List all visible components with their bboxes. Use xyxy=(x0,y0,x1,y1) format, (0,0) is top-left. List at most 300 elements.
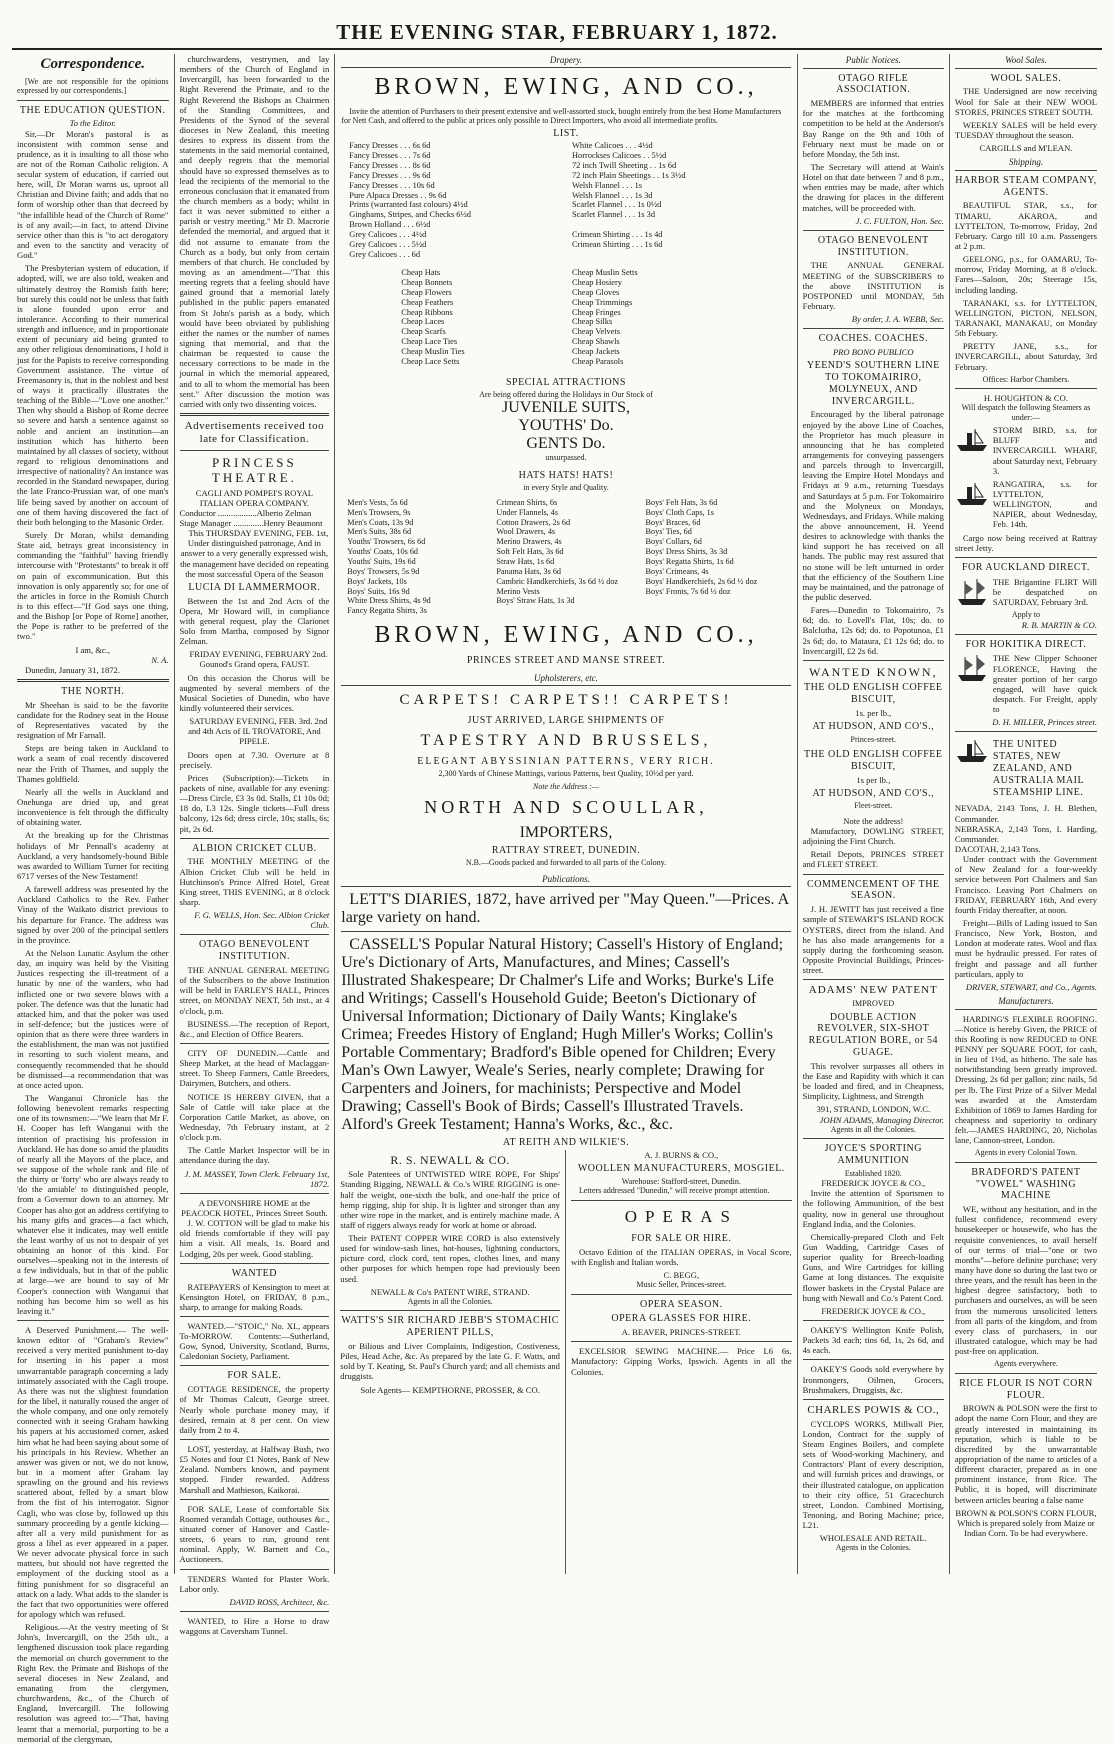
hats-heading: HATS HATS! HATS! xyxy=(518,469,614,481)
ad-signature: BROWN & POLSON'S CORN FLOUR, Which is prepared solely from Maize or Indian Corn. To be had everywhere. xyxy=(955,1507,1097,1539)
notice-paragraph: Fares—Dunedin to Tokomairiro, 7s 6d; do. to Lovell's Flat, 10s; do. to Balclutha, 12s 6d; do. to Popotunoa, £1 2s 6d; do. to Mataura, £1 12s 6d; do. to Invercargill, £2 2s 6d. xyxy=(802,605,944,656)
notice-paragraph: Retail Depots, PRINCES STREET and FLEET STREET. xyxy=(802,849,944,870)
carpets-heading: CARPETS! CARPETS!! CARPETS! xyxy=(399,692,733,709)
cheap-list-item: Cheap Hosiery xyxy=(571,277,622,287)
price-list-item: Fancy Dresses . . . 6s 6d xyxy=(349,141,431,150)
disclaimer: [We are not responsible for the opinions expressed by our correspondents.] xyxy=(17,76,169,96)
juvenile: JUVENILE SUITS, xyxy=(501,398,630,416)
price-list-item: Grey Calicoes . . . 4½d xyxy=(349,230,427,240)
ad-signature: J. M. MASSEY, Town Clerk. February 1st, 1872. xyxy=(184,1168,330,1189)
divider xyxy=(803,1320,944,1321)
ad-title-watts: WATTS'S SIR RICHARD JEBB'S STOMACHIC APERIENT PILLS, xyxy=(341,1315,559,1339)
ad-agents: Agents in all the Colonies. xyxy=(407,1296,493,1306)
ad-title-wool: WOOL SALES. xyxy=(990,72,1062,84)
article-title-north: THE NORTH. xyxy=(61,685,125,697)
notice-agents: Agents in all the Colonies. xyxy=(830,1124,916,1134)
divider xyxy=(340,1310,560,1311)
price-list-item: Welsh Flannel . . . 1s xyxy=(571,180,643,190)
price-list-item: Welsh Flannel . . . 1s 3d xyxy=(571,190,653,200)
divider xyxy=(180,1043,330,1044)
ad-paragraph: RANGATIRA, s.s. for LYTTELTON, WELLINGTON, and NAPIER, about Wednesday, Feb. 14th. xyxy=(992,478,1097,530)
clothing-list-item: Crimean Shirts, 6s xyxy=(496,497,558,507)
divider xyxy=(180,1611,330,1612)
ad-begg-sub: Music Seller, Princes-street. xyxy=(636,1280,727,1290)
price-list-item: Crimean Shirting . . . 1s 6d xyxy=(571,240,663,250)
clothing-list-item: Boys' Felt Hats, 3s 6d xyxy=(645,497,718,507)
cheap-list-item: Cheap Velvets xyxy=(571,327,620,337)
special-sub: Are being offered during the Holidays in Our Stock of xyxy=(479,389,653,399)
notice-title-yeend: YEEND'S SOUTHERN LINE TO TOKOMAIRIRO, MOLYNEUX, AND INVERCARGILL. xyxy=(806,360,940,407)
ad-paragraph: This THURSDAY EVENING, FEB. 1st, Under distinguished patronage, And in answer to a very generally expressed wish, the management have decided on repeating the most successful Opera of the Season xyxy=(180,528,329,579)
divider xyxy=(180,934,330,935)
notice-improved: IMPROVED xyxy=(852,999,895,1009)
price-list-item: Fancy Dresses . . . 10s 6d xyxy=(349,180,435,190)
cheap-list-item: Cheap Laces xyxy=(401,317,445,327)
divider xyxy=(803,230,944,231)
price-list-item: Scarlet Flannel . . . 1s 0½d xyxy=(571,200,662,210)
letter-to: To the Editor. xyxy=(69,118,116,129)
ad-line: NEVADA, 2143 Tons, J. H. Blethen, Commander. xyxy=(954,803,1097,824)
clothing-list-item: Boys' Braces, 6d xyxy=(645,517,701,527)
clothing-list-item: Boys' Cloth Caps, 1s xyxy=(645,507,714,517)
publications-cassell: CASSELL'S Popular Natural History; Cassell's History of England; Ure's Dictionary of Arts, Manufactures, and Mines; Cassell's Illustrated Shakespeare; Dr Chalmer's Life and Works; Burke's Life and Writings; Cassell's Household Guide; Beeton's Dictionary of Universal Information; Dictionary of Daily Wants; Kinglake's Crimea; Freedes History of England; Hugh Miller's Works; Collin's Portable Commentary; Bradford's Bible opened for Children; Every Man's Own Lawyer, Weale's Series, nearly complete; Drawing for Carpenters and Joiners, for machinists; Perspective and Model Drawing; Cassell's Book of Birds; Cassell's Illustrated Travels. Alford's Greek Testament; Hanna's Works, &c., &c. xyxy=(341,936,784,1134)
notice-revolver: DOUBLE ACTION REVOLVER, SIX-SHOT REGULATION BORE, or 54 GUAGE. xyxy=(808,1011,938,1058)
carpets-mattings: 2,300 Yards of Chinese Mattings, various Patterns, best Quality, 10½d per yard. xyxy=(438,769,694,779)
section-header-shipping: Shipping. xyxy=(955,156,1097,171)
ad-sub-burns: WOOLLEN MANUFACTURERS, MOSGIEL. xyxy=(577,1163,785,1175)
steamship-icon xyxy=(955,736,989,764)
ad-beaver: A. BEAVER, PRINCES-STREET. xyxy=(621,1327,741,1338)
ad-line: Stage Manager ..............Henry Beaumont xyxy=(179,517,323,528)
divider xyxy=(803,1399,944,1400)
ad-paragraph: Prices (Subscription):—Tickets in packets of nine, available for any evening:—Dress Circle, £3 3s 0d. Stalls, £1 10s 0d; 18 do, L3 12s. Single tickets—Full dress balcony, 12s 6d; dress circle, 10s; stalls, 6s; pit, 2s 6d. xyxy=(179,772,330,834)
section-header-upholsterers: Upholsterers, etc. xyxy=(341,672,790,686)
ad-title-obi: OTAGO BENEVOLENT INSTITUTION. xyxy=(199,939,310,963)
clothing-list-c xyxy=(646,498,785,616)
ad-paragraph: NOTICE IS HEREBY GIVEN, that a Sale of Cattle will take place at the Corporation Cattle Market, as above, on Wednesday, 7th February instant, at 2 o'clock p.m. xyxy=(179,1091,330,1143)
cheap-list-item: Cheap Scarfs xyxy=(401,327,446,337)
clothing-list-a xyxy=(347,498,486,616)
notice-title-obi: OTAGO BENEVOLENT INSTITUTION. xyxy=(817,234,929,258)
letter-paragraph: Sir,—Dr Moran's pastoral is as inconsistent with common sense and prudence, as it is insulting to all those who are not of the Roman Catholic religion. A secular system of education, if carried out here, will, Dr Moran warns us, uproot all Christian and Divine faith; and adds that no form of worship other than that decreed by "the infallible head of the Church of Rome" is of any avail;—in fact, to attend Divine service other than this is "to act derogatory and even to the sanctity and veracity of God." xyxy=(17,128,169,261)
notice-paragraph: The Secretary will attend at Wain's Hotel on that date between 7 and 8 p.m., when entries may be made, after which the drawing for places in the different matches, will be proceeded with. xyxy=(802,162,944,213)
ad-paragraph: HARDING'S FLEXIBLE ROOFING. —Notice is hereby Given, the PRICE of this Roofing is now REDUCED to ONE PENNY per SQUARE FOOT, for cash, in lieu of 1½d, as hitherto. The sale has notwithstanding been greatly improved. Dressing, 2s 6d per gallon; zinc nails, 5d per lb. The First Prize of a Silver Medal was awarded at the Amsterdam Exhibition of 1869 to James Harding for cheapness and superiority to ordinary felt.—JAMES HARDING, 20, Nicholas lane, Cannon-street, London. xyxy=(954,1013,1097,1146)
ad-warehouse: Warehouse: Stafford-street, Dunedin. xyxy=(621,1177,741,1186)
clothing-list-item: Youths' Trowsers, 6s 6d xyxy=(347,537,426,547)
clothing-list-item: Boys' Ties, 6d xyxy=(645,527,692,537)
ad-strand: NEWALL & Co's PATENT WIRE, STRAND. xyxy=(370,1286,530,1297)
article-paragraph: A farewell address was presented by the Auckland Catholics to the Rev. Father Vinay of the Waikato district previous to his departure for France. The address was signed by over 200 of the principal settlers in the province. xyxy=(17,884,169,945)
ad-paragraph: Between the 1st and 2nd Acts of the Opera, Mr Howard will, in compliance with general request, play the Clarionet Solo from Martha, composed by Signor Zelman. xyxy=(179,595,330,647)
notice-paragraph: THE ANNUAL GENERAL MEETING of the SUBSCRIBERS to the above INSTITUTION is POSTPONED until MONDAY, 5th February. xyxy=(802,260,944,312)
notice-hudson: AT HUDSON, AND CO'S., xyxy=(812,720,935,732)
drapery-section xyxy=(335,54,796,1150)
ad-signature: D. H. MILLER, Princes street. xyxy=(992,717,1097,728)
ad-paragraph: TENDERS Wanted for Plaster Work. Labor only. xyxy=(179,1573,330,1594)
ad-paragraph: Their PATENT COPPER WIRE CORD is also extensively used for window-sash lines, hot-houses, lightning conductors, picture cord, clock cord, tent ropes, clothes lines, and many other purposes for which hempen rope had previously been used. xyxy=(340,1233,560,1284)
clothing-list-item: Boys' Fronts, 7s 6d ½ doz xyxy=(645,586,731,596)
gents: GENTS Do. xyxy=(526,434,606,452)
ad-signature: F. G. WELLS, Hon. Sec. Albion Cricket Club. xyxy=(194,910,330,931)
divider xyxy=(17,679,169,682)
ad-paragraph: Doors open at 7.30. Overture at 8 precisely. xyxy=(179,749,330,770)
section-header-public-notices: Public Notices. xyxy=(803,54,944,69)
ad-title-burns: A. J. BURNS & CO., xyxy=(644,1150,719,1161)
divider xyxy=(955,634,1097,635)
ad-title-auckland: FOR AUCKLAND DIRECT. xyxy=(962,561,1090,573)
steamship-icon xyxy=(955,425,989,453)
section-header-wool-sales: Wool Sales. xyxy=(955,54,1097,69)
article-paragraph: A Deserved Punishment.— The well-known editor of "Graham's Review" received a very merited punishment to-day for inserting in his paper a most unwarrantable paragraph concerning a lady intimately associated with the Cagli troupe. As there was not the slightest foundation for the libel, it naturally roused the anger of the whole company, and one only remotely connected with it seeing Graham hawking his papers at his accustomed corner, asked him what he had been saying about some of his principals in his Review. Whether an answer was given or not, we do not know, but in a moment after Graham lay sprawling on the ground and his reviews scattered about, felled by a smart blow from the fist of his interrogator. Signor Cagli, who was close by, followed up this summary proceeding by a gentle kicking—after all a very mild punishment for as gross a libel as ever appeared in a paper. We never advocate physical force in such matters, but should not have regretted the employment of the ducking stool as a fitting punishment for so disgraceful an attack on a lady. What adds to the slander is the fact that two opportunities were offered for apology which was refused. xyxy=(17,1325,169,1619)
ad-title-devonshire: A DEVONSHIRE HOME at the PEACOCK HOTEL, Princes Street South. xyxy=(181,1197,328,1218)
notice-paragraph: Chemically-prepared Cloth and Felt Gun Wadding, Cartridge Cases of superior quality for Breech-loading Guns, and Wire Cartridges for killing Game at long distances. The exquisite flower baskets in the Crystal Palace are hung with Newall and Co.'s Patent Cord. xyxy=(802,1231,944,1303)
price-list-item: Prints (warranted fast colours) 4½d xyxy=(349,200,468,210)
price-list-item: Grey Calicoes . . . 6d xyxy=(349,249,421,259)
section-header-manufacturers: Manufacturers. xyxy=(955,995,1097,1010)
price-list-item: Pure Alpaca Dresses . . 9s 6d xyxy=(349,190,447,200)
carpets-tapestry: TAPESTRY AND BRUSSELS, xyxy=(420,732,712,750)
ad-paragraph: THE Brigantine FLIRT Will be despatched on SATURDAY, February 3rd. xyxy=(992,576,1097,607)
notice-paragraph: CYCLOPS WORKS, Millwall Pier, London, Contract for the supply of Steam Engines Boilers, and complete sets of Wood-working Machinery, and Contractors' Plant of every description, and will furnish prices and drawings, or their illustrated catalogue, on application to their city office, 51 Gracechurch street, London. Combined Mortising, Tenoning, and Boring Machine; price, L21. xyxy=(802,1418,944,1531)
ad-title-for-sale: FOR SALE. xyxy=(227,1370,282,1382)
ad-glasses: OPERA GLASSES FOR HIRE. xyxy=(611,1313,752,1325)
divider xyxy=(17,1320,169,1321)
ad-title-princess-theatre: PRINCESS THEATRE. xyxy=(211,454,297,486)
clothing-list-item: Cotton Drawers, 2s 6d xyxy=(496,517,571,527)
divider xyxy=(180,1316,330,1317)
notice-biscuit: THE OLD ENGLISH COFFEE BISCUIT, xyxy=(804,748,943,772)
clothing-list-item: Cambric Handkerchiefs, 3s 6d ½ doz xyxy=(496,576,619,586)
price-list-item: Fancy Dresses . . . 8s 6d xyxy=(349,160,431,170)
clothing-list-item: Boys' Collars, 6d xyxy=(645,537,702,547)
divider xyxy=(180,1499,330,1500)
notice-signature: JOHN ADAMS, Managing Director. xyxy=(819,1114,944,1125)
notice-paragraph: MEMBERS are informed that entries for the matches at the forthcoming competition to be held at the Anderson's Bay Range on the 9th and 10th of February next must be made on or before Monday, the 5th inst. xyxy=(802,98,944,159)
ad-letters: Letters addressed "Dunedin," will receive prompt attention. xyxy=(578,1186,770,1196)
price-list-left xyxy=(349,141,560,260)
ad-paragraph: Octavo Edition of the ITALIAN OPERAS, in Vocal Score, with English and Italian words. xyxy=(570,1246,792,1267)
cheap-list-item: Cheap Shawls xyxy=(571,337,620,347)
ad-paragraph: Sole Patentees of UNTWISTED WIRE ROPE, For Ships' Standing Rigging, NEWALL & Co.'s WIRE RIGGING is one-half the weight, one-sixth the bulk, and one-half the price of hemp rigging, ship for ship. It is lighter and stronger than any other wire rope in the market, and is entirely machine made. A staff of riggers always ready for work at home or abroad. xyxy=(340,1169,560,1230)
ad-paragraph: LOST, yesterday, at Halfway Bush, two £5 Notes and four £1 Notes, Bank of New Zealand. Numbers known, and payment stopped. Finder rewarded. Address Marshall and Mathieson, Kaikorai. xyxy=(179,1443,330,1495)
ad-paragraph: FRIDAY EVENING, FEBRUARY 2nd. Gounod's Grand opera, FAUST. xyxy=(189,649,328,670)
cheap-list-item: Cheap Parasols xyxy=(571,357,624,367)
section-header-publications: Publications. xyxy=(341,873,790,887)
ad-line: NEBRASKA, 2,143 Tons, I. Harding, Commander. xyxy=(954,823,1097,844)
clothing-list-item: Panama Hats, 3s 6d xyxy=(496,566,562,576)
clothing-list-item: Boys' Straw Hats, 1s 3d xyxy=(496,596,575,606)
clothing-list-item: White Dress Shirts, 4s 9d xyxy=(347,596,431,606)
clothing-list-item: Boys' Crimeans, 4s xyxy=(645,566,709,576)
drapery-address: PRINCES STREET AND MANSE STREET. xyxy=(466,655,666,667)
unsurpassed: unsurpassed. xyxy=(545,452,587,462)
ad-paragraph: Cargo now being received at Rattray street Jetty. xyxy=(954,532,1097,553)
column-late-advertisements xyxy=(175,54,336,1637)
section-header-drapery: Drapery. xyxy=(341,54,790,68)
notice-strand: 391, STRAND, LONDON, W.C. xyxy=(816,1104,931,1115)
letter-date: Dunedin, January 31, 1872. xyxy=(25,664,120,675)
clothing-list-item: Wool Drawers, 4s xyxy=(496,527,556,537)
divider xyxy=(803,874,944,875)
ad-paragraph: WEEKLY SALES will be held every TUESDAY throughout the season. xyxy=(954,119,1097,140)
notice-paragraph: J. H. JEWITT has just received a fine sample of STEWART'S ISLAND ROCK OYSTERS, direct from the island. And he has also made arrangements for a supply during the forthcoming season. Opposite Provincial Buildings, Princes-street. xyxy=(802,904,944,976)
notice-signature: By order, J. A. WEBB, Sec. xyxy=(851,314,944,325)
price-list-item: 72 inch Twill Sheeting . . 1s 6d xyxy=(571,160,677,170)
ad-title-harbor: HARBOR STEAM COMPANY, AGENTS. xyxy=(955,174,1097,198)
ad-paragraph: Freight—Bills of Lading issued to San Francisco, New York, Boston, and London at moderate rates. Wool and flax must be hydraulic pressed. For rates of freight and passage and all further particulars, apply to xyxy=(954,917,1097,979)
notice-street: Fleet-street. xyxy=(854,801,893,811)
price-list-item: Horrockses Calicoes . . 5½d xyxy=(571,150,667,160)
cheap-list-item: Cheap Gloves xyxy=(571,287,620,297)
ad-paragraph: On this occasion the Chorus will be augmented by several members of the Musical Societies of Dunedin, who have kindly volunteered their services. xyxy=(179,672,330,713)
clothing-list-item: Youths' Suits, 19s 6d xyxy=(347,557,416,566)
divider xyxy=(803,979,944,980)
ad-paragraph: COTTAGE RESIDENCE, the property of Mr Thomas Calcutt, George street. Nearly whole purchase money may, if desired, remain at 8 per cent. On view daily from 2 to 4. xyxy=(179,1384,330,1435)
carpets-street: RATTRAY STREET, DUNEDIN. xyxy=(491,845,641,857)
sailing-ship-icon xyxy=(955,653,989,683)
clothing-list-item: Men's Suits, 38s 6d xyxy=(347,527,412,537)
ad-paragraph: or Bilious and Liver Complaints, Indigestion, Costiveness, Piles, Head Ache, &c. As prepared by the late G. F. Watts, and sold by T. Keating, St. Paul's Church yard; and all chemists and druggists. xyxy=(340,1340,560,1382)
divider xyxy=(955,557,1097,558)
divider xyxy=(180,1365,330,1366)
clothing-list-item: Boys' Regatta Shirts, 1s 6d xyxy=(645,557,734,566)
clothing-list-b xyxy=(496,498,635,616)
steamship-icon xyxy=(955,479,989,507)
ad-houghton: H. HOUGHTON & CO. xyxy=(983,393,1068,404)
divider xyxy=(180,413,330,416)
ad-subtitle: CAGLI AND POMPEI'S ROYAL ITALIAN OPERA COMPANY. xyxy=(195,487,314,508)
sailing-ship-icon xyxy=(955,577,989,607)
publications-reith: AT REITH AND WILKIE'S. xyxy=(502,1137,630,1149)
price-list-item xyxy=(572,220,783,230)
price-list-item: Grey Calicoes . . . 5½d xyxy=(349,240,427,250)
ad-opera-title: LUCIA DI LAMMERMOOR. xyxy=(188,581,321,593)
price-list-right xyxy=(572,141,783,260)
price-list-item: Brown Holland . . . 6½d xyxy=(349,220,431,230)
notice-paragraph: This revolver surpasses all others in the Ease and Rapidity with which it can be loaded and fired, and in Cheapness, Simplicity, Lightness, and Strength xyxy=(802,1060,944,1102)
cheap-list-left xyxy=(401,268,560,367)
article-paragraph: The Wanganui Chronicle has the following benevolent remarks respecting one of its townsmen:—"We learn that Mr F. H. Cooper has left Wanganui with the intention of practising his profession in Auckland. He has done so amid the plaudits of nearly all the Mayors of the place, and we suppose of the whole rank and file of the thirty or 'forty' who are always ready to 'do the amiable' to distinguished people, from a Governor down to an attorney. Mr Cooper has also got an address certifying to his many gifts and graces—a fact which, whatever else it indicates, may well entitle the least worthy of us not to despair of yet obtaining an honor of this kind. For ourselves—speaking not in the interests of a few individuals, but in that of the public at large—we are bound to say of Mr Cooper's connection with Wanganui that nothing has become him so well as his leaving it." xyxy=(17,1092,169,1316)
divider xyxy=(955,731,1097,732)
clothing-list-item: Boys' Trowsers, 5s 9d xyxy=(347,566,420,576)
carpets-arrived: JUST ARRIVED, LARGE SHIPMENTS OF xyxy=(467,715,665,727)
carpets-note: Note the Address :— xyxy=(532,782,599,792)
carpets-elegant: ELEGANT ABYSSINIAN PATTERNS, VERY RICH. xyxy=(417,756,715,768)
ad-paragraph: FOR SALE, Lease of comfortable Six Roomed verandah Cottage, outhouses &c., situated corner of Hanover and Castle-streets, 6 years to run, ground rent nominal. Apply, W. Barnett and Co., Auctioneers. xyxy=(179,1503,330,1565)
divider xyxy=(803,660,944,661)
divider xyxy=(180,450,330,451)
ad-paragraph: THE Undersigned are now receiving Wool for Sale at their NEW WOOL STORES, PRINCES STREET SOUTH. xyxy=(954,86,1097,117)
ad-paragraph: TARANAKI, s.s. for LYTTELTON, WELLINGTON, PICTON, NELSON, TARANAKI, MANAKAU, on Monday 5th Febuary. xyxy=(954,297,1097,339)
ad-paragraph: BROWN & POLSON were the first to adopt the name Corn Flour, and they are greatly interested in maintaining its reputation, which is liable to be discredited by the unwarrantable appropriation of the name to articles of a different character, prepared as in one prominent instance, from Rice. The Public, it is hoped, will discriminate between articles bearing a false name xyxy=(954,1403,1097,1505)
ad-paragraph: BEAUTIFUL STAR, s.s., for TIMARU, AKAROA, and LYTTELTON, To-morrow, Friday, 2nd February. Cargo till 10 a.m. Passengers at 2 p.m. xyxy=(954,200,1097,252)
columns xyxy=(12,54,1102,1744)
notice-wanted-known: WANTED KNOWN, xyxy=(808,664,938,679)
article-paragraph: Mr Sheehan is said to be the favorite candidate for the Rodney seat in the House of Representatives vacated by the resignation of Mr Farnall. xyxy=(17,699,169,741)
notice-est: Established 1820. xyxy=(844,1168,902,1178)
cheap-list-item: Cheap Feathers xyxy=(401,297,454,307)
cheap-list-item: Cheap Muslin Ties xyxy=(401,347,465,357)
cheap-list-item: Cheap Lace Setts xyxy=(401,357,460,367)
ship-ad xyxy=(955,736,1097,800)
ad-line: DACOTAH, 2,143 Tons. xyxy=(954,843,1041,854)
letter-paragraph: The Presbyterian system of education, if adopted, will, we are also told, weaken and ultimately destroy the Romish faith here; but surely this could not be unless that faith is alone founded upon error and intolerance. According to their numerical strength and influence, and in proportionate extent of pecuniary aid being granted to any other religious denominations, I hold it just for the Papists to receive corresponding Government assistance. The virtue of Freemasonry is, that in the noblest and best of ways it practically illustrates the teaching of the Bible—"Love one another." Then why should a Bishop of Rome decree so severe and harsh a sentence against so noble and ancient an institution—an institution which has hitherto been maintained by all classes of society, without regard to religious denominations and irrespective of nationality? An instance was recorded in the Standard newspaper, during the late Franco-Prussian war, of one man's life being saved by another on account of one of them having discovered the fact of their both belonging to the Masonic Order. xyxy=(17,263,169,527)
letter-close: I am, &c., xyxy=(75,644,111,655)
notice-probono: PRO BONO PUBLICO xyxy=(832,347,914,358)
cheap-list-item: Cheap Muslin Setts xyxy=(571,267,638,277)
divider xyxy=(955,1373,1097,1374)
ad-signature: DAVID ROSS, Architect, &c. xyxy=(229,1596,330,1607)
price-list-item: Crimean Shirting . . . 1s 4d xyxy=(571,230,663,240)
ad-paragraph: WE, without any hesitation, and in the fullest confidence, recommend every housekeeper or housewife, who has the requisite conveniences, to avail herself of our terms of trial—"one or two months"—before definite purchase; very many have done so during the last two or three years, and the result has been in the highest degree satisfactory, both to purchasers and ourselves, as will be seen from the numerous unsolicited letters from all parts of the kingdom, and from every class of purchasers, in our illustrated catalogue, which may be had post-free on application. xyxy=(954,1204,1097,1357)
column-shipping xyxy=(950,54,1102,1574)
publications-letts: LETT'S DIARIES, 1872, have arrived per "May Queen."—Prices. A large variety on hand. xyxy=(341,891,789,927)
cheap-list-item: Cheap Silks xyxy=(571,317,613,327)
ad-paragraph: BUSINESS.—The reception of Report, &c., and Election of Office Bearers. xyxy=(179,1018,330,1039)
ad-despatch: Will despatch the following Steamers as under:— xyxy=(961,403,1091,422)
divider xyxy=(571,1294,792,1295)
ad-paragraph: WANTED.—"STOIC," No. XI., appears To-MORROW. Contents:—Sutherland, Gow, Synod, University, Scotland, Burns, Caledonian Society, Parliament. xyxy=(179,1320,330,1362)
clothing-list-item: Men's Trowsers, 9s xyxy=(347,507,411,517)
notice-coaches: COACHES. COACHES. xyxy=(818,333,928,345)
ad-paragraph: CITY OF DUNEDIN.—Cattle and Sheep Market, at the head of Maclaggan-street. To Sheep Farmers, Cattle Breeders, Dairymen, Butchers, and others. xyxy=(179,1048,330,1089)
divider xyxy=(180,838,330,839)
clothing-list-item: Soft Felt Hats, 3s 6d xyxy=(496,547,564,557)
column-drapery-wide xyxy=(335,54,797,1574)
masthead: THE EVENING STAR, FEBRUARY 1, 1872. xyxy=(12,20,1102,50)
drapery-price-list xyxy=(341,141,790,260)
clothing-list-item: Boys' Handkerchiefs, 2s 6d ½ doz xyxy=(645,576,758,586)
notice-joyce-sig: FREDERICK JOYCE & CO., xyxy=(821,1305,926,1316)
ad-paragraph: RATEPAYERS of Kensington to meet at Kensington Hotel, on FRIDAY, 8 p.m., sharp, to arrange for making Roads. xyxy=(179,1281,330,1312)
drapery-intro: Invite the attention of Purchasers to their present extensive and well-assorted stock, bought entirely from the best Home Manufacturers for Nett Cash, and offered to the public at prices only possible to Direct Importers, who avoid all intermediate profits. xyxy=(341,107,782,125)
ad-paragraph: STORM BIRD, s.s. for BLUFF and INVERCARGILL WHARF, about Saturday next, February 3. xyxy=(992,425,1097,476)
ad-title-vowel: BRADFORD'S PATENT "VOWEL" WASHING MACHINE xyxy=(971,1166,1081,1202)
price-list-item: Fancy Dresses . . . 9s 6d xyxy=(349,170,431,180)
notice-paragraph: OAKEY'S Goods sold everywhere by Ironmongers, Oilmen, Grocers, Brushmakers, Druggists, &c. xyxy=(802,1364,944,1395)
ad-paragraph: PRETTY JANE, s.s., for INVERCARGILL, about Saturday, 3rd February. xyxy=(954,341,1097,372)
ad-paragraph: THE ANNUAL GENERAL MEETING of the Subscribers to the above Institution will be held in FARLEY'S HALL, Princes street, on MONDAY NEXT, 5th inst., at 4 o'clock, p.m. xyxy=(179,965,330,1016)
ad-title-rice: RICE FLOUR IS NOT CORN FLOUR. xyxy=(959,1377,1093,1401)
notice-perlb: 1s. per lb., xyxy=(855,707,892,718)
ad-title-mail: THE UNITED STATES, NEW ZEALAND, AND AUSTRALIA MAIL STEAMSHIP LINE. xyxy=(992,739,1084,798)
ad-agents: Agents everywhere. xyxy=(993,1359,1058,1369)
article-paragraph: At the Nelson Lunatic Asylum the other day, an inquiry was held by the Visiting Justices respecting the ill-treatment of a lunatic by one of the warders, who had inflicted one or two severe blows with a poker. The defence was that the lunatic had attacked him, and that the poker was used in self-defence; but the justices were of opinion that as there were three warders in the establishment, the man was not justified in resorting to such violent means, and consequently recommended that he should be dismissed—a recommendation that was at once acted upon. xyxy=(17,947,169,1090)
notice-perlb: 1s per lb., xyxy=(856,774,891,785)
drapery-list-title: LIST. xyxy=(553,128,579,139)
ship-ad xyxy=(955,479,1097,530)
cheap-list-item: Cheap Fringes xyxy=(571,307,621,317)
price-list-item: 72 inch Plain Sheetings . . 1s 3½d xyxy=(571,170,686,180)
clothing-list-item: Men's Vests, 5s 6d xyxy=(347,497,408,507)
cheap-list-item: Cheap Hats xyxy=(401,267,441,277)
divider xyxy=(955,1162,1097,1163)
ad-signature: R. B. MARTIN & CO. xyxy=(1021,619,1097,630)
section-header-correspondence: Correspondence. xyxy=(40,56,146,72)
notice-note: Note the address! xyxy=(843,815,904,826)
price-list-item: Fancy Dresses . . . 7s 6d xyxy=(349,150,431,160)
article-paragraph: At the breaking up for the Christmas holidays of Mr Pennall's academy at Auckland, a very handsomely-bound Bible was awarded to William Turner for reciting 6717 verses of the New Testament! xyxy=(17,830,169,881)
special-attractions: SPECIAL ATTRACTIONS xyxy=(505,376,626,388)
divider xyxy=(803,1138,944,1139)
divider xyxy=(571,1341,792,1342)
ad-paragraph: GEELONG, p.s., for OAMARU, To-morrow, Friday Morning, at 8 o'clock. Fares—Saloon, 20s; Steerage 15s, including landing. xyxy=(954,254,1097,295)
ad-paragraph: J. W. COTTON will be glad to make his old friends comfortable if they will pay him a visit. All meals, 1s. Board and Lodging, 20s per week. Good stabling. xyxy=(179,1218,330,1259)
notice-joyce-name: FREDERICK JOYCE & CO., xyxy=(821,1178,926,1189)
letter-paragraph: Surely Dr Moran, whilst demanding State aid, betrays great inconsistency in commanding the "faithful" having friendly intercourse with "Protestants" to break it off on pain of excommunication. But this innovation is only apparently so; for one of the articles in force in the Romish Church is to this effect—"If God says one thing, and the Bishop [or Pope of Rome] another, the Pope is rather to be preferred of the two." xyxy=(17,529,169,642)
column-newall xyxy=(335,1150,566,1574)
clothing-list-item: Boys' Suits, 16s 9d xyxy=(347,586,410,596)
column-correspondence xyxy=(12,54,175,1744)
notice-hudson: AT HUDSON, AND CO'S., xyxy=(812,787,935,799)
cheap-list-item: Cheap Trimmings xyxy=(571,297,633,307)
divider xyxy=(180,1439,330,1440)
notice-wholesale: WHOLESALE AND RETAIL. xyxy=(819,1533,927,1544)
carpets-nb: N.B.—Goods packed and forwarded to all parts of the Colony. xyxy=(465,858,667,868)
divider xyxy=(341,931,790,932)
cheap-list-right xyxy=(572,268,731,367)
clothing-list-item: Fancy Regatta Shirts, 3s xyxy=(347,606,427,616)
clothing-list-item: Boys' Jackets, 10s xyxy=(347,576,407,586)
notice-paragraph: OAKEY'S Wellington Knife Polish, Packets 3d each; tins 6d, 1s, 2s 6d, and 4s each. xyxy=(802,1324,944,1356)
price-list-item: Scarlet Flannel . . . 1s 3d xyxy=(571,210,656,220)
letter-signature: N. A. xyxy=(151,654,169,665)
notice-commence: COMMENCEMENT OF THE SEASON. xyxy=(807,878,940,902)
drapery-cheap-list xyxy=(341,268,790,367)
column-public-notices xyxy=(798,54,950,1574)
notice-street: Princes-street. xyxy=(850,734,897,744)
divider xyxy=(571,1200,792,1201)
notice-biscuit: THE OLD ENGLISH COFFEE BISCUIT, xyxy=(804,681,943,705)
drapery-firm-name-2: BROWN, EWING, AND CO., xyxy=(374,622,758,649)
ad-paragraph: Under contract with the Government of New Zealand for a four-weekly service between Port Chalmers and San Francisco. Leaving Port Chalmers on FRIDAY, FEBRUARY 16th, And every fourth Friday thereafter, at noon. xyxy=(954,854,1097,915)
cheap-list-item: Cheap Jackets xyxy=(571,347,620,357)
ad-paragraph: THE New Clipper Schooner FLORENCE, Having the greater portion of her cargo engaged, will have quick despatch. For Freight, apply to xyxy=(992,653,1097,715)
ad-title-newall: R. S. NEWALL & CO. xyxy=(390,1153,510,1168)
ad-title-wanted: WANTED xyxy=(231,1267,277,1279)
ship-ad xyxy=(955,577,1097,607)
ad-season: OPERA SEASON. xyxy=(640,1298,723,1310)
cheap-list-item: Cheap Ribbons xyxy=(401,307,453,317)
clothing-list-item: Straw Hats, 1s 6d xyxy=(496,557,555,566)
notice-powis-title: CHARLES POWIS & CO., xyxy=(807,1403,940,1416)
notice-signature: J. C. FULTON, Hon. Sec. xyxy=(855,215,944,226)
ad-paragraph: SATURDAY EVENING, FEB. 3rd. 2nd and 4th Acts of IL TROVATORE, And PIPELE. xyxy=(188,716,328,747)
divider xyxy=(803,1359,944,1360)
ad-line: Conductor ..................Alberto Zelman xyxy=(179,507,312,518)
cheap-list-item: Cheap Bonnets xyxy=(401,277,453,287)
cheap-list-item: Cheap Flowers xyxy=(401,287,452,297)
clothing-price-list xyxy=(341,498,790,616)
hats-sub: in every Style and Quality. xyxy=(523,482,609,492)
carpets-firm: NORTH AND SCOULLAR, xyxy=(424,797,708,818)
divider xyxy=(180,1569,330,1570)
ad-agents: Sole Agents— KEMPTHORNE, PROSSER, & CO. xyxy=(360,1384,540,1395)
ad-title-hokitika: FOR HOKITIKA DIRECT. xyxy=(965,638,1087,650)
clothing-list-item: Merino Drawers, 4s xyxy=(496,537,562,547)
article-paragraph: Steps are being taken in Auckland to work a seam of coal recently discovered near the Frith of Thames, and supply the Thames goldfield. xyxy=(17,743,169,784)
ad-signature: DRIVER, STEWART, and Co., Agents. xyxy=(965,981,1097,992)
notice-title-rifle: OTAGO RIFLE ASSOCIATION. xyxy=(836,72,911,96)
column-burns xyxy=(566,1150,797,1574)
ad-title-albion: ALBION CRICKET CLUB. xyxy=(192,842,317,854)
article-paragraph: Nearly all the wells in Auckland and Onehunga are dried up, and great inconvenience is felt through the difficulty of obtaining water. xyxy=(17,786,169,828)
ad-title-operas: OPERAS xyxy=(624,1206,738,1226)
divider xyxy=(955,388,1097,389)
letter-title: THE EDUCATION QUESTION. xyxy=(19,104,166,116)
ad-cargills: CARGILLS and M'LEAN. xyxy=(979,143,1073,154)
wide-lower-split xyxy=(335,1150,796,1574)
